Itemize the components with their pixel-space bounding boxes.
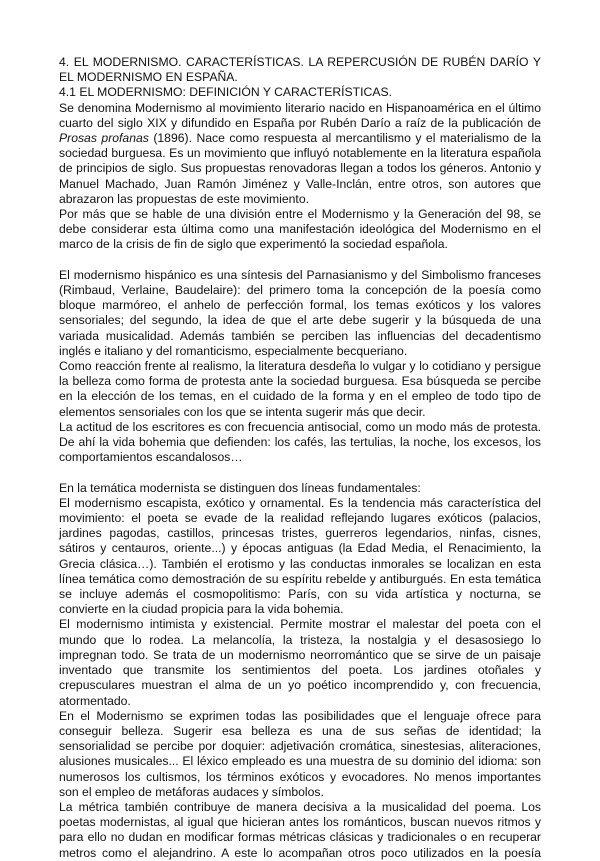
paragraph-thematic-lines: En la temática modernista se distinguen dos líneas fundamentales: — [59, 480, 421, 495]
section-subtitle: 4.1 EL MODERNISMO: DEFINICIÓN Y CARACTERÍSTICAS. — [59, 85, 392, 100]
paragraph-definition — [59, 101, 541, 207]
section-title: 4. EL MODERNISMO. CARACTERÍSTICAS. LA REPERCUSIÓN DE RUBÉN DARÍO Y EL MODERNISMO EN ESPAÑA. — [59, 55, 541, 85]
paragraph-intimist-modernism: El modernismo intimista y existencial. Permite mostrar el malestar del poeta con el mundo que lo rodea. La melancolía, la tristeza, la nostalgia y el desasosiego lo impregnan todo. Se trata de un modernismo neorromántico que se sirve de un paisaje inventado que transmite los sentimientos del poeta. Los jardines otoñales y crepusculares muestran el alma de un yo poético incomprendido y, con frecuencia, atormentado. — [59, 617, 541, 708]
paragraph-escapist-modernism: El modernismo escapista, exótico y ornamental. Es la tendencia más característica del movimiento: el poeta se evade de la realidad reflejando lugares exóticos (palacios, jardines pagodas, castillos, princesas tristes, guerreros legendarios, ninfas, cisnes, sátiros y centauros, oriente...) y épocas antiguas (la Edad Media, el Renacimiento, la Grecia clásica…). También el erotismo y las conductas inmorales se localizan en esta línea temática como demostración de su espíritu rebelde y antiburgués. En esta temática se incluye además el cosmopolitismo: París, con su vida artística y nocturna, se convierte en la ciudad propicia para la vida bohemia. — [59, 495, 541, 617]
paragraph-spacer — [59, 253, 541, 268]
paragraph-language: En el Modernismo se exprimen todas las posibilidades que el lenguaje ofrece para conseguir belleza. Sugerir esa belleza es una de sus señas de identidad; la sensorialidad se percibe por doquier: adjetivación cromática, sinestesias, aliteraciones, alusiones musicales... El léxico empleado es una muestra de su dominio del idioma: son numerosos los cultismos, los términos exóticos y evocadores. No menos importantes son el empleo de metáforas audaces y símbolos. — [59, 708, 541, 799]
paragraph-generation-98: Por más que se hable de una división entre el Modernismo y la Generación del 98, se debe considerar esta última como una manifestación ideológica del Modernismo en el marco de la crisis de fin de siglo que experimentó la sociedad española. — [59, 207, 541, 252]
paragraph-definition-text-a: Se denomina Modernismo al movimiento literario nacido en Hispanoamérica en el último cuarto del siglo XIX y difundido en España por Rubén Darío a raíz de la publicación de — [59, 100, 541, 130]
paragraph-spacer — [59, 465, 541, 480]
document-page — [59, 55, 541, 861]
paragraph-synthesis: El modernismo hispánico es una síntesis del Parnasianismo y del Simbolismo franceses (Rimbaud, Verlaine, Baudelaire): del primero toma la concepción de la poesía como bloque marmóreo, el anhelo de perfección formal, los temas exóticos y los valores sensoriales; del segundo, la idea de que el arte debe sugerir y la búsqueda de una variada musicalidad. Además también se perciben las influencias del decadentismo inglés e italiano y del romanticismo, especialmente becqueriano. — [59, 267, 541, 358]
paragraph-bohemian-attitude: La actitud de los escritores es con frecuencia antisocial, como un modo más de protesta. De ahí la vida bohemia que defienden: los cafés, las tertulias, la noche, los excesos, los comportamientos escandalosos… — [59, 419, 541, 465]
paragraph-metrics: La métrica también contribuye de manera decisiva a la musicalidad del poema. Los poetas modernistas, al igual que hicieran antes los románticos, buscan nuevos ritmos y para ello no dudan en modificar formas métricas clásicas y tradicionales o en recuperar metros como el alejandrino. A este lo acompañan otros poco utilizados en la poesía — [59, 799, 541, 860]
paragraph-definition-text-b: (1896). Nace como respuesta al mercantilismo y el materialismo de la sociedad burguesa. Es un movimiento que influyó notablemente en la literatura española de principios de siglo. Sus propuestas renovadoras llegan a todos los géneros. Antonio y Manuel Machado, Juan Ramón Jiménez y Valle-Inclán, entre otros, son autores que abrazaron las propuestas de este movimiento. — [59, 131, 542, 206]
book-title: Prosas profanas — [59, 131, 149, 146]
paragraph-reaction-realism: Como reacción frente al realismo, la literatura desdeña lo vulgar y lo cotidiano y persigue la belleza como forma de protesta ante la sociedad burguesa. Esa búsqueda se percibe en la elección de los temas, en el cuidado de la forma y en el empleo de todo tipo de elementos sensoriales con los que se intenta sugerir más que decir. — [59, 359, 541, 419]
